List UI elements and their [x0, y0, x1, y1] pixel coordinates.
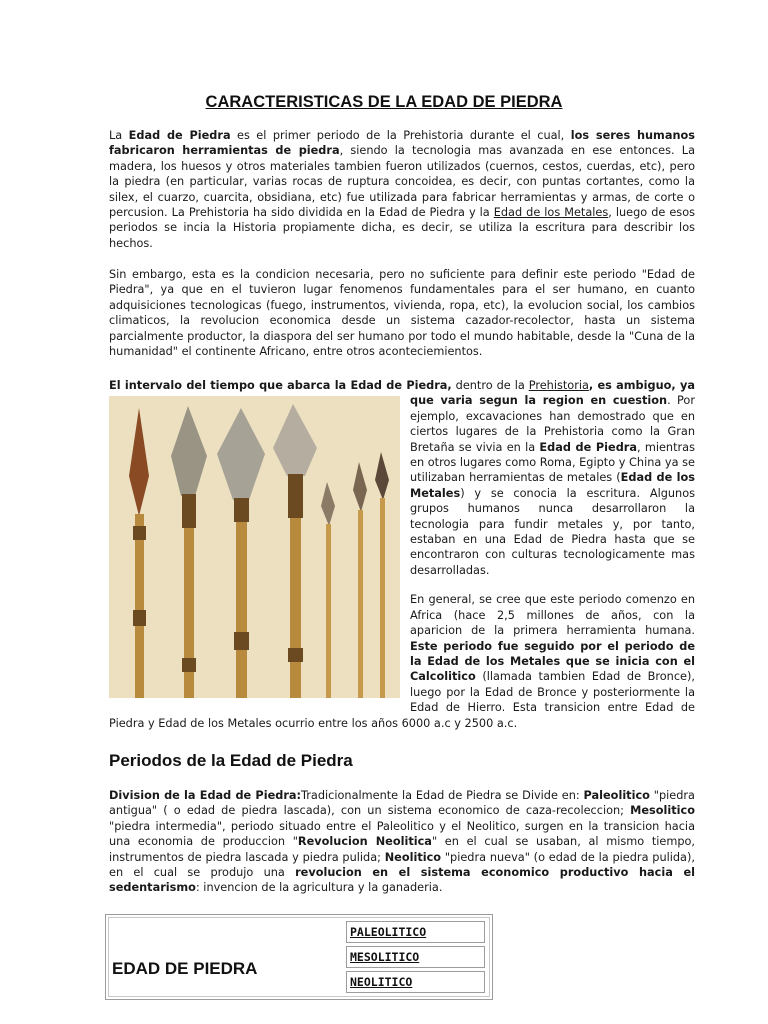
- bold-run: , es ambiguo, ya que varia segun la region en cuestion: [410, 379, 695, 408]
- text-run: "piedra intermedia", periodo situado entre el Paleolitico y el Neolitico, surgen en la transicion hacia una economia de produccion ": [109, 819, 695, 849]
- bold-run: Edad de Piedra: [128, 129, 231, 142]
- bold-run: Revolucion Neolitica: [297, 835, 432, 849]
- link-edad-de-los-metales[interactable]: Edad de los Metales: [493, 206, 609, 220]
- text-run: (llamada tambien Edad de Bronce), luego por la Edad de Bronce y posteriormente la Edad de Hierro. Esta transicion entre Edad de Piedra y Edad de los Metales ocurrio entre los años 6000 a.c y 2500 a.c.: [109, 670, 695, 730]
- table-link-mesolitico[interactable]: MESOLITICO: [346, 946, 485, 968]
- time-interval-paragraph: [109, 378, 695, 578]
- spears-illustration: [109, 396, 400, 698]
- text-run: : invencion de la agricultura y la ganaderia.: [195, 881, 443, 895]
- text-run: es el primer periodo de la Prehistoria durante el cual,: [230, 129, 571, 142]
- page-title: CARACTERISTICAS DE LA EDAD DE PIEDRA: [205, 93, 563, 111]
- text-run: Tradicionalmente la Edad de Piedra se Divide en:: [301, 789, 584, 802]
- text-run: En general, se cree que este periodo comenzo en Africa (hace 2,5 millones de años, con la aparicion de la primera herramienta humana.: [410, 593, 695, 638]
- table-link-paleolitico[interactable]: PALEOLITICO: [346, 921, 485, 943]
- bold-run: El intervalo del tiempo que abarca la Edad de Piedra,: [109, 379, 452, 392]
- text-run: . Por ejemplo, excavaciones han demostrado que en ciertos lugares de la Prehistoria como la Gran Bretaña se vivia en la: [410, 394, 695, 454]
- text-run: , siendo la tecnologia mas avanzada en ese entonces. La madera, los huesos y otros materiales tambien fueron utilizados (cuernos, cestos, cuerdas, etc), pero la piedra (en particular, varias rocas de ruptura concoidea, es decir, con puntas cortantes, como la silex, el cuarzo, cuarcita, obsidiana, etc) fue utilizada para fabricar herramientas y armas, de corte o percusion. La Prehistoria ha sido dividida en la Edad de Piedra y la: [109, 144, 695, 220]
- text-run: " en el cual se usaban, al mismo tiempo, instrumentos de piedra lascada y piedra pulida;: [109, 835, 696, 864]
- table-heading: EDAD DE PIEDRA: [112, 959, 258, 978]
- bold-run: Mesolitico: [630, 804, 695, 818]
- periods-paragraph: [109, 788, 695, 896]
- periods-heading: Periodos de la Edad de Piedra: [109, 751, 353, 770]
- bold-run: revolucion en el sistema economico productivo hacia el sedentarismo: [109, 866, 696, 895]
- text-run: "piedra antigua" ( o edad de piedra lascada), con un sistema economico de caza-recoleccion;: [109, 789, 695, 818]
- bold-run: Edad de los Metales: [410, 471, 695, 500]
- bold-run: Paleolitico: [583, 789, 650, 802]
- link-prehistoria[interactable]: Prehistoria: [528, 379, 589, 392]
- spear-shaft: [135, 514, 144, 698]
- table-link-neolitico[interactable]: NEOLITICO: [346, 971, 485, 993]
- stone-age-spears-image: [109, 396, 400, 698]
- second-paragraph: Sin embargo, esta es la condicion necesaria, pero no suficiente para definir este periodo "Edad de Piedra", ya que en el tuvieron lugar fenomenos fundamentales para el ser humano, en cuanto adquisiciones tecnologicas (fuego, instrumentos, vivienda, ropa, etc), la evolucion social, los cambios climaticos, la revolucion economica desde un sistema cazador-recolector, hasta un sistema parcialmente productor, la diaspora del ser humano por todo el mundo habitable, desde la "Cuna de la humanidad" el continente Africano, entre otros aconteciemientos.: [109, 268, 695, 359]
- periods-table: [105, 914, 493, 1000]
- bold-run: los seres humanos fabricaron herramientas de piedra: [109, 129, 695, 158]
- third-section: [109, 378, 695, 731]
- text-run: La: [109, 129, 129, 142]
- text-run: , mientras en otros lugares como Roma, Egipto y China ya se utilizaban herramientas de metales (: [410, 440, 695, 485]
- text-run: dentro de la: [451, 379, 529, 392]
- intro-paragraph: [109, 128, 695, 251]
- bold-run: Neolitico: [384, 850, 442, 864]
- text-run: ) y se conocia la escritura. Algunos grupos humanos nunca desarrollaron la tecnologia para fundir metales y, por tanto, estaban en una Edad de Piedra hasta que se encontraron con culturas tecnologicamente mas desarrolladas.: [410, 486, 695, 577]
- spear-shaft: [236, 498, 247, 698]
- text-run: , luego de esos periodos se incia la Historia propiamente dicha, es decir, se utiliza la escritura para describir los hechos.: [109, 206, 695, 250]
- bold-run: Division de la Edad de Piedra:: [109, 789, 302, 802]
- bold-run: Edad de Piedra: [539, 440, 637, 454]
- text-run: "piedra nueva" (o edad de la piedra pulida), en el cual se produjo una: [109, 850, 695, 880]
- bold-run: Este periodo fue seguido por el periodo de la Edad de los Metales que se inicia con el Calcolitico: [410, 639, 695, 684]
